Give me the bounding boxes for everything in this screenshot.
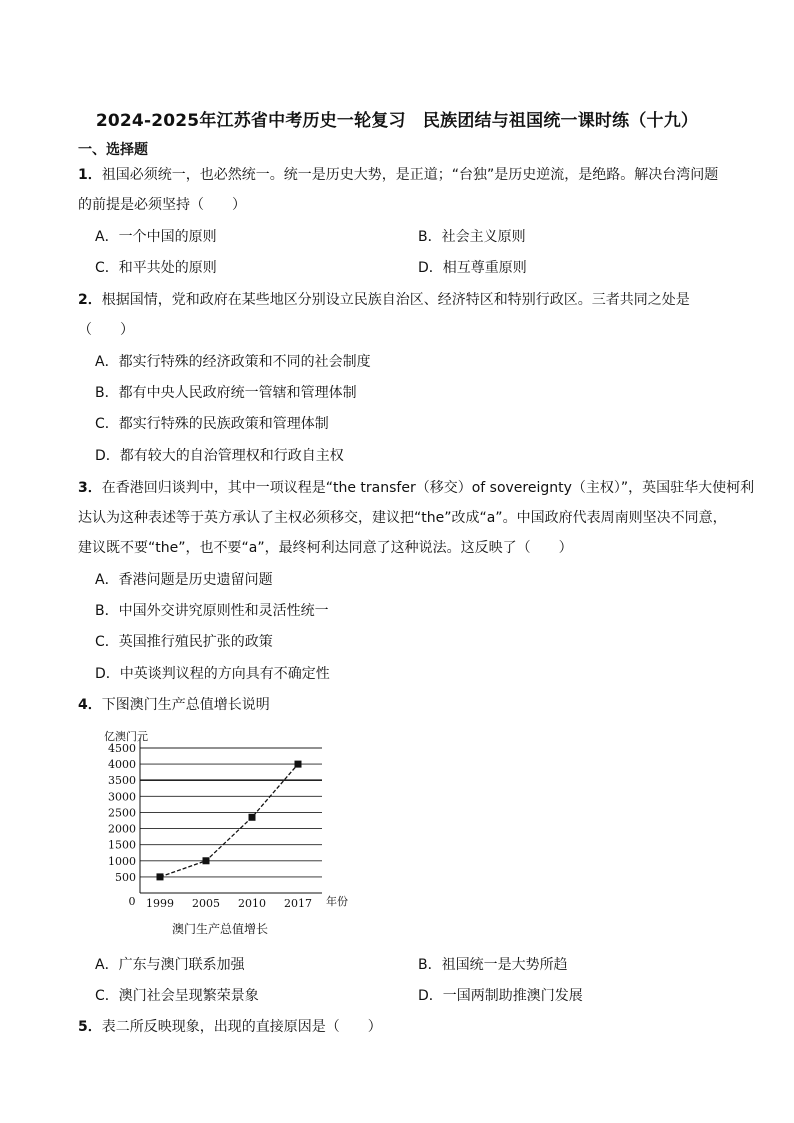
- macau-gdp-chart: [100, 730, 360, 945]
- question-3-line-2: 达认为这种表述等于英方承认了主权必须移交，建议把“the”改成“a”。中国政府代表周南则坚决不同意，: [78, 510, 727, 526]
- question-4-option-a[interactable]: A．广东与澳门联系加强: [95, 957, 245, 973]
- x-tick-label: 1999: [146, 897, 174, 910]
- y-tick-label: 4000: [108, 758, 136, 772]
- question-1-line-2: 的前提是必须坚持（ ）: [78, 197, 246, 213]
- question-5-number: 5．: [78, 1019, 102, 1035]
- question-2-option-b[interactable]: B．都有中央人民政府统一管辖和管理体制: [95, 385, 357, 401]
- question-1-line-1: [78, 165, 718, 185]
- question-1-option-a[interactable]: A．一个中国的原则: [95, 229, 217, 245]
- data-point: [249, 814, 256, 821]
- x-tick-label: 2005: [192, 897, 220, 910]
- y-tick-label: 2500: [108, 806, 136, 820]
- question-2-option-c[interactable]: C．都实行特殊的民族政策和管理体制: [95, 416, 329, 432]
- question-4-option-b[interactable]: B．祖国统一是大势所趋: [418, 957, 568, 973]
- question-4-text: 下图澳门生产总值增长说明: [101, 697, 270, 713]
- question-4-line-1: [78, 695, 270, 715]
- question-3-text: 在香港回归谈判中，其中一项议程是“the transfer（移交）of sovereignty（主权）”，英国驻华大使柯利: [101, 480, 755, 496]
- question-2-line-2: （ ）: [78, 322, 134, 338]
- x-tick-label: 2010: [238, 897, 266, 910]
- question-2-number: 2．: [78, 292, 102, 308]
- y-tick-label: 2000: [108, 822, 136, 836]
- question-3-option-a[interactable]: A．香港问题是历史遗留问题: [95, 572, 273, 588]
- chart-title: 澳门生产总值增长: [171, 922, 269, 936]
- x-tick-label: 2017: [284, 897, 312, 910]
- data-point: [157, 873, 164, 880]
- chart-svg: [100, 730, 360, 945]
- question-3-option-d[interactable]: D．中英谈判议程的方向具有不确定性: [95, 666, 330, 682]
- question-4-number: 4．: [78, 697, 102, 713]
- question-3-option-c[interactable]: C．英国推行殖民扩张的政策: [95, 634, 273, 650]
- y-tick-label: 1000: [108, 854, 136, 868]
- question-5-line-1: [78, 1017, 382, 1037]
- question-1-option-c[interactable]: C．和平共处的原则: [95, 260, 217, 276]
- y-tick-label: 3500: [108, 774, 136, 788]
- question-3-line-3: 建议既不要“the”，也不要“a”，最终柯利达同意了这种说法。这反映了（ ）: [78, 540, 573, 556]
- question-2-option-a[interactable]: A．都实行特殊的经济政策和不同的社会制度: [95, 354, 371, 370]
- question-3-number: 3．: [78, 480, 102, 496]
- x-axis-label: 年份: [326, 895, 348, 908]
- page-title: 2024-2025年江苏省中考历史一轮复习 民族团结与祖国统一课时练（十九）: [95, 111, 699, 131]
- section-heading: 一、选择题: [78, 142, 148, 158]
- data-point: [203, 857, 210, 864]
- y-tick-label: 1500: [108, 838, 136, 852]
- question-4-option-c[interactable]: C．澳门社会呈现繁荣景象: [95, 988, 259, 1004]
- question-2-option-d[interactable]: D．都有较大的自治管理权和行政自主权: [95, 448, 344, 464]
- question-1-option-b[interactable]: B．社会主义原则: [418, 229, 526, 245]
- question-3-option-b[interactable]: B．中国外交讲究原则性和灵活性统一: [95, 603, 329, 619]
- y-tick-label: 4500: [108, 742, 136, 755]
- y-axis-label: 亿澳门元: [104, 730, 148, 743]
- data-point: [295, 761, 302, 768]
- series-line: [160, 764, 298, 877]
- question-4-option-d[interactable]: D．一国两制助推澳门发展: [418, 988, 583, 1004]
- question-2-line-1: [78, 290, 690, 310]
- question-1-text: 祖国必须统一，也必然统一。统一是历史大势，是正道；“台独”是历史逆流，是绝路。解决台湾问题: [101, 167, 719, 183]
- y-tick-label: 500: [115, 870, 136, 884]
- origin-label: 0: [128, 895, 136, 908]
- question-5-text: 表二所反映现象，出现的直接原因是（ ）: [101, 1019, 382, 1035]
- y-tick-label: 3000: [108, 790, 136, 804]
- question-2-text: 根据国情，党和政府在某些地区分别设立民族自治区、经济特区和特别行政区。三者共同之处是: [101, 292, 690, 308]
- question-1-option-d[interactable]: D．相互尊重原则: [418, 260, 527, 276]
- question-3-line-1: [78, 478, 754, 498]
- question-1-number: 1．: [78, 167, 102, 183]
